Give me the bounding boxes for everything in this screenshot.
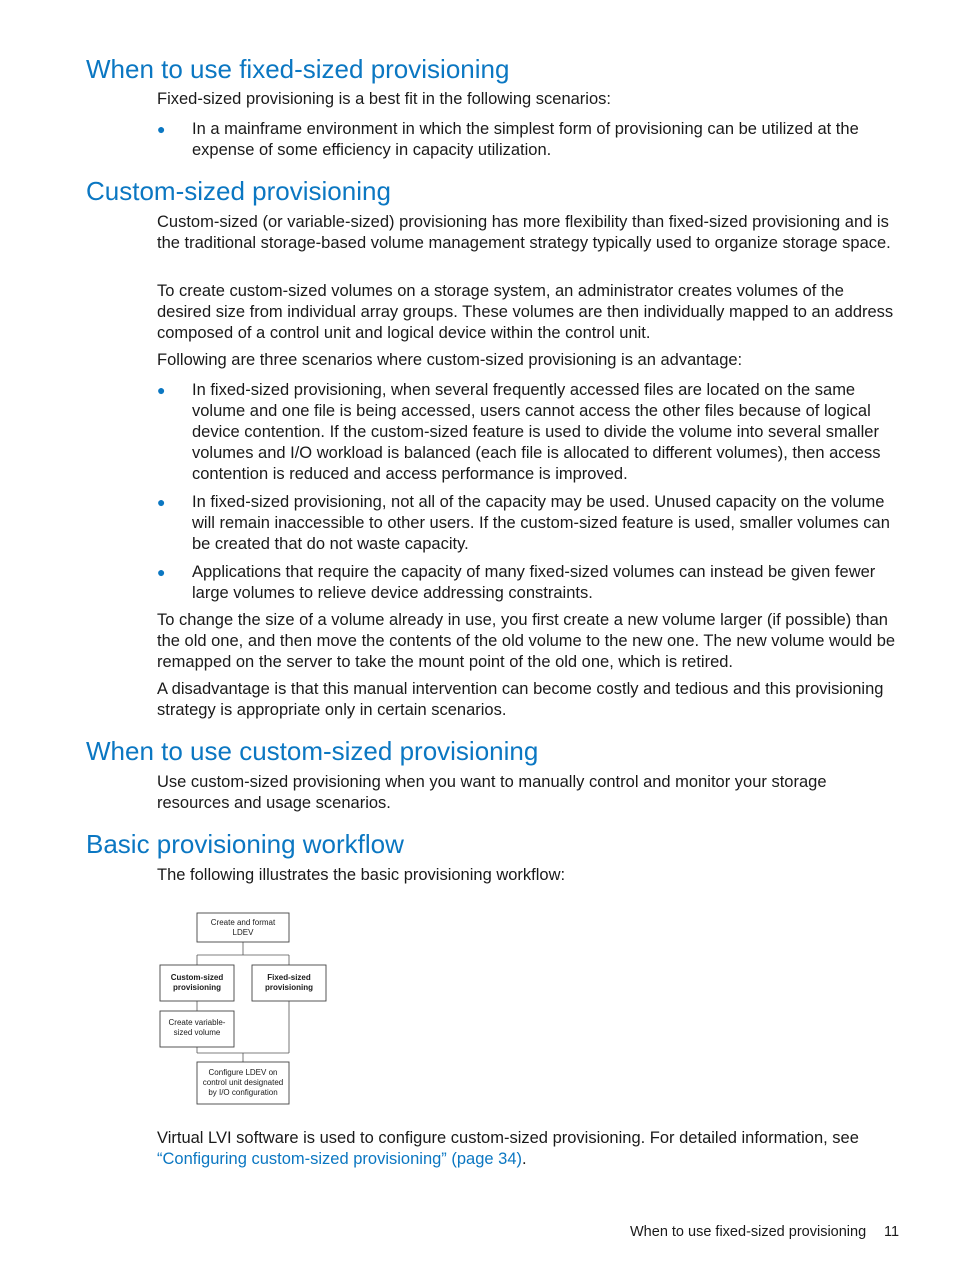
list-item [157, 380, 899, 485]
box-fixed-sized-provisioning [252, 965, 326, 1001]
when-custom-paragraph: Use custom-sized provisioning when you want to manually control and monitor your storage resources and usage scenarios. [157, 773, 827, 812]
footer-title: When to use fixed-sized provisioning [630, 1224, 867, 1240]
list-item [157, 492, 899, 555]
box-label: provisioning [265, 983, 313, 992]
bullet-text: In a mainframe environment in which the simplest form of provisioning can be utilized at the expense of some efficiency in capacity utilization. [192, 120, 859, 159]
box-label: provisioning [173, 983, 221, 992]
box-label: Custom-sized [170, 973, 224, 982]
custom-paragraph-1: Custom-sized (or variable-sized) provisioning has more flexibility than fixed-sized provisioning and is the traditional storage-based volume management strategy typically used to organize storage space. [157, 213, 891, 252]
box-label: Configure LDEV on [208, 1068, 278, 1077]
fixed-intro-paragraph: Fixed-sized provisioning is a best fit in the following scenarios: [157, 90, 611, 108]
bullet-text: Applications that require the capacity of many fixed-sized volumes can instead be given fewer large volumes to relieve device addressing constraints. [192, 563, 876, 602]
heading-when-custom-sized: When to use custom-sized provisioning [86, 736, 539, 766]
box-custom-sized-provisioning [160, 965, 234, 1001]
heading-workflow: Basic provisioning workflow [86, 829, 404, 859]
bullet-text: In fixed-sized provisioning, when several frequently accessed files are located on the same volume and one file is being accessed, users cannot access the other files because of logical device contention. If the custom-sized feature is used to divide the volume into several smaller volumes and I/O workload is balanced (each file is allocated to different volumes), then access contention is reduced and access performance is improved. [192, 381, 881, 483]
closing-text: Virtual LVI software is used to configure custom-sized provisioning. For detailed information, see [157, 1129, 859, 1147]
bullet-icon: ● [157, 382, 166, 398]
configuring-custom-sized-link[interactable]: “Configuring custom-sized provisioning” (page 34) [157, 1150, 523, 1168]
bullet-text: In fixed-sized provisioning, not all of the capacity may be used. Unused capacity on the volume will remain inaccessible to other users. If the custom-sized feature is used, smaller volumes can be created that do not waste capacity. [192, 493, 890, 553]
custom-paragraph-3: Following are three scenarios where custom-sized provisioning is an advantage: [157, 351, 743, 369]
page-number: 11 [884, 1224, 900, 1240]
box-configure-ldev [197, 1062, 289, 1104]
heading-custom-sized: Custom-sized provisioning [86, 176, 391, 206]
workflow-closing-paragraph [157, 1128, 899, 1170]
bullet-icon: ● [157, 121, 166, 137]
box-label: control unit designated [202, 1078, 284, 1087]
bullet-icon: ● [157, 564, 166, 580]
workflow-diagram [150, 905, 340, 1115]
custom-paragraph-5: A disadvantage is that this manual intervention can become costly and tedious and this provisioning strategy is appropriate only in certain scenarios. [157, 680, 884, 719]
box-label: Create variable- [168, 1018, 226, 1027]
custom-paragraph-2: To create custom-sized volumes on a storage system, an administrator creates volumes of the desired size from individual array groups. These volumes are then individually mapped to an address composed of a control unit and logical device within the control unit. [157, 282, 894, 342]
box-label: by I/O configuration [208, 1088, 278, 1097]
box-label: Fixed-sized [267, 973, 311, 982]
heading-fixed-sized: When to use fixed-sized provisioning [86, 54, 510, 84]
list-item [157, 562, 899, 604]
closing-end: . [522, 1150, 527, 1168]
bullet-icon: ● [157, 494, 166, 510]
box-label: sized volume [173, 1028, 221, 1037]
list-item [157, 119, 899, 161]
box-label: LDEV [232, 928, 254, 937]
custom-paragraph-4: To change the size of a volume already in use, you first create a new volume larger (if possible) than the old one, and then move the contents of the old volume to the new one. The new volume would be remapped on the server to take the mount point of the old one, which is retired. [157, 611, 896, 671]
box-label: Create and format [210, 918, 276, 927]
workflow-intro-paragraph: The following illustrates the basic provisioning workflow: [157, 866, 566, 884]
box-create-variable-sized-volume [160, 1011, 234, 1047]
box-create-format-ldev [197, 913, 289, 942]
